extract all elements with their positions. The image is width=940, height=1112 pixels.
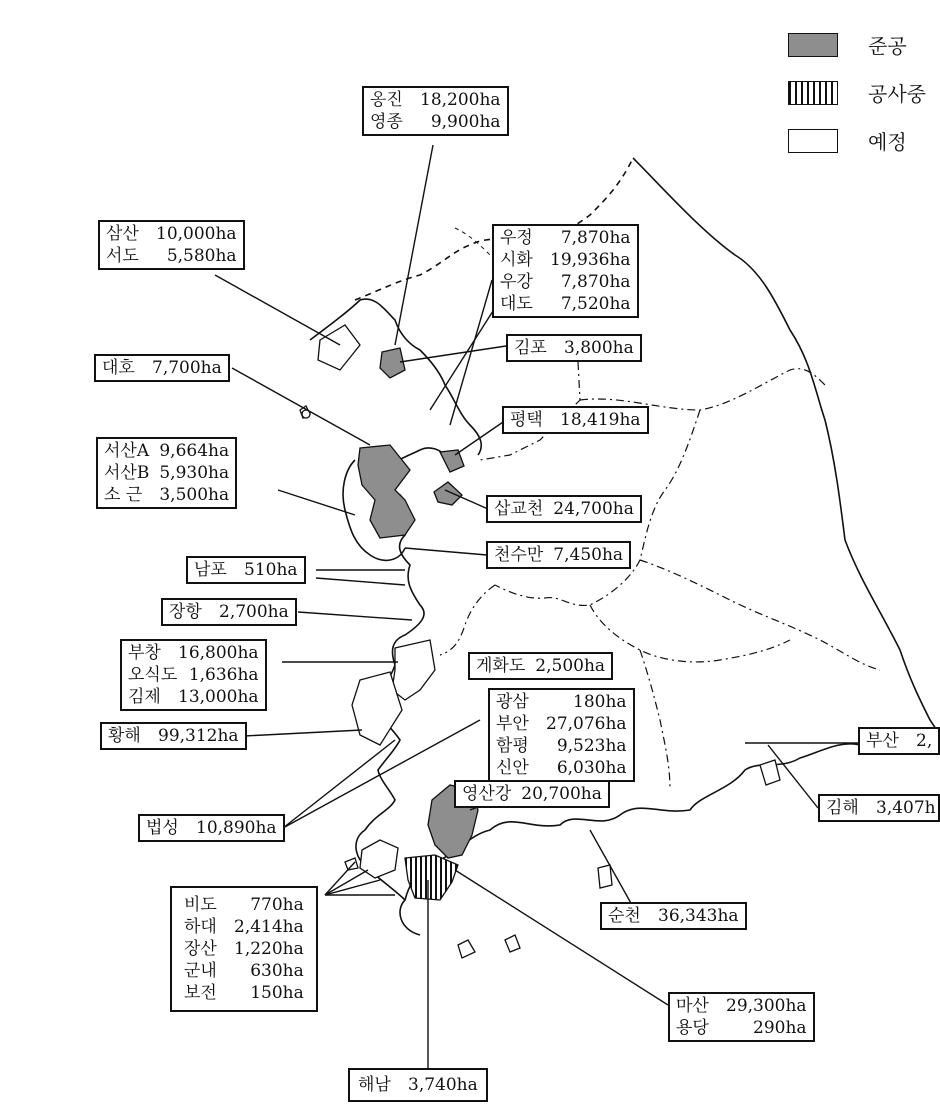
region-name: 용당	[676, 1018, 709, 1038]
region-area: 7,700ha	[152, 358, 222, 378]
region-area: 7,870ha	[560, 272, 631, 292]
region-name: 남포	[194, 560, 227, 580]
pyeongtaek-area	[440, 450, 464, 472]
region-name: 광삼	[496, 692, 529, 712]
region-area: 3,740ha	[408, 1075, 478, 1095]
label-gimhae	[818, 794, 940, 822]
label-row	[104, 484, 229, 506]
label-row	[866, 730, 932, 752]
region-name: 우강	[500, 272, 533, 292]
region-area: 10,000ha	[156, 224, 237, 244]
region-area: 3,500ha	[159, 485, 230, 505]
label-daeho	[94, 354, 230, 382]
label-haenam	[348, 1068, 488, 1102]
region-name: 영산강	[462, 784, 512, 804]
legend-planned-label: 예정	[868, 130, 907, 154]
label-row	[358, 1074, 478, 1096]
region-area: 13,000ha	[178, 687, 259, 707]
region-area: 36,343ha	[658, 906, 739, 926]
region-area: 6,030ha	[556, 758, 627, 778]
south-island-2	[505, 935, 520, 952]
south-island-1	[458, 940, 475, 958]
label-row	[184, 894, 304, 916]
region-name: 소 근	[104, 485, 143, 505]
region-name: 부안	[496, 714, 529, 734]
region-name: 서산B	[104, 463, 150, 483]
label-row	[169, 601, 289, 623]
label-row	[510, 409, 641, 431]
label-ongjin	[362, 86, 509, 136]
label-row	[184, 982, 304, 1004]
label-gimpo	[506, 334, 642, 362]
legend-completed-label: 준공	[868, 34, 907, 58]
region-name: 순천	[608, 906, 641, 926]
region-name: 하대	[184, 917, 217, 937]
label-row	[106, 245, 237, 267]
label-busan	[858, 727, 940, 755]
region-name: 해남	[358, 1075, 391, 1095]
region-name: 김포	[514, 338, 547, 358]
label-row	[494, 544, 623, 566]
label-masan	[668, 992, 815, 1042]
region-area: 7,450ha	[553, 545, 624, 565]
label-row	[500, 293, 631, 315]
label-row	[108, 725, 239, 747]
region-area: 99,312ha	[158, 726, 239, 746]
region-name: 마산	[676, 996, 709, 1016]
region-area: 9,664ha	[159, 441, 230, 461]
region-name: 오식도	[128, 665, 178, 685]
completed-swatch	[788, 33, 838, 57]
region-area: 1,220ha	[234, 939, 304, 959]
planned-swatch	[788, 129, 838, 153]
region-name: 옹진	[370, 90, 403, 110]
label-row	[476, 655, 605, 677]
region-area: 2,	[916, 731, 933, 751]
region-name: 군내	[184, 961, 217, 981]
label-row	[494, 498, 634, 520]
legend-completed	[788, 30, 907, 59]
region-name: 시화	[500, 250, 533, 270]
region-name: 김제	[128, 687, 161, 707]
region-area: 5,580ha	[166, 246, 237, 266]
region-name: 삽교천	[494, 499, 544, 519]
label-row	[826, 797, 936, 819]
region-area: 2,700ha	[219, 602, 289, 622]
label-row	[608, 905, 739, 927]
label-row	[184, 916, 304, 938]
haenam-construction-area	[405, 855, 458, 900]
region-area: 630ha	[250, 961, 304, 981]
region-area: 5,930ha	[159, 463, 230, 483]
region-area: 770ha	[250, 895, 304, 915]
label-yeongsangang	[454, 780, 610, 808]
label-row	[514, 337, 634, 359]
region-area: 510ha	[244, 560, 298, 580]
label-row	[500, 271, 631, 293]
region-name: 함평	[496, 736, 529, 756]
region-area: 290ha	[753, 1018, 807, 1038]
label-pyeongtaek	[502, 406, 649, 434]
region-name: 부창	[128, 643, 161, 663]
region-name: 장산	[184, 939, 217, 959]
region-area: 2,500ha	[535, 656, 606, 676]
region-area: 27,076ha	[546, 714, 627, 734]
south-island-3	[598, 865, 612, 888]
label-row	[370, 111, 501, 133]
label-row	[146, 817, 277, 839]
label-gyehwado	[468, 652, 613, 680]
label-seosan	[96, 437, 237, 509]
region-name: 법성	[146, 818, 179, 838]
region-name: 김해	[826, 798, 859, 818]
region-name: 삼산	[106, 224, 139, 244]
region-area: 10,890ha	[196, 818, 277, 838]
region-area: 16,800ha	[178, 643, 259, 663]
label-nampo	[186, 556, 306, 584]
label-row	[194, 559, 298, 581]
label-row	[496, 713, 627, 735]
label-woojeong	[492, 224, 639, 318]
under-construction-swatch	[788, 81, 838, 105]
region-name: 서도	[106, 246, 139, 266]
label-row	[370, 89, 501, 111]
region-name: 서산A	[104, 441, 150, 461]
label-row	[102, 357, 222, 379]
region-area: 3,407h	[876, 798, 936, 818]
region-name: 신안	[496, 758, 529, 778]
label-janghang	[161, 598, 297, 626]
label-beopseong	[138, 814, 285, 842]
region-name: 평택	[510, 410, 543, 430]
region-area: 9,900ha	[430, 112, 501, 132]
label-row	[128, 686, 259, 708]
region-area: 7,520ha	[560, 294, 631, 314]
region-area: 3,800ha	[564, 338, 634, 358]
region-area: 18,200ha	[420, 90, 501, 110]
region-name: 천수만	[494, 545, 544, 565]
region-name: 우정	[500, 228, 533, 248]
label-row	[184, 960, 304, 982]
label-bido	[170, 886, 318, 1012]
region-name: 황해	[108, 726, 141, 746]
region-name: 영종	[370, 112, 403, 132]
region-area: 29,300ha	[726, 996, 807, 1016]
legend-under-construction	[788, 78, 926, 107]
region-area: 24,700ha	[553, 499, 634, 519]
region-area: 19,936ha	[550, 250, 631, 270]
label-sapgyocheon	[486, 495, 642, 523]
label-buchang	[120, 639, 267, 711]
region-area: 2,414ha	[234, 917, 304, 937]
label-row	[496, 735, 627, 757]
sapgyocheon-area	[434, 482, 462, 505]
label-hwanghae	[100, 722, 247, 750]
label-row	[184, 938, 304, 960]
region-area: 7,870ha	[560, 228, 631, 248]
label-samsan	[98, 220, 245, 270]
label-row	[462, 783, 602, 805]
gimpo-area	[380, 348, 405, 378]
label-row	[104, 440, 229, 462]
beopseong-island	[360, 840, 398, 878]
region-name: 부산	[866, 731, 899, 751]
buchang-area	[392, 640, 435, 700]
legend-planned	[788, 126, 907, 155]
label-suncheon	[600, 902, 747, 930]
region-area: 9,523ha	[556, 736, 627, 756]
ongjin-island	[318, 325, 360, 370]
region-name: 장항	[169, 602, 202, 622]
region-area: 18,419ha	[560, 410, 641, 430]
label-row	[496, 757, 627, 779]
han-river-boundary	[455, 228, 490, 255]
region-area: 20,700ha	[521, 784, 602, 804]
region-name: 게화도	[476, 656, 526, 676]
label-gwangsam	[488, 688, 635, 782]
label-row	[106, 223, 237, 245]
label-cheonsuman	[486, 541, 631, 569]
label-row	[496, 691, 627, 713]
daeho-marker	[302, 410, 310, 418]
label-row	[676, 1017, 807, 1039]
region-area: 180ha	[573, 692, 627, 712]
region-area: 150ha	[250, 983, 304, 1003]
seosan-area	[358, 445, 415, 538]
region-area: 1,636ha	[188, 665, 259, 685]
west-island-1	[345, 858, 358, 870]
label-row	[128, 664, 259, 686]
label-row	[104, 462, 229, 484]
label-row	[500, 227, 631, 249]
label-row	[128, 642, 259, 664]
region-name: 대도	[500, 294, 533, 314]
label-row	[676, 995, 807, 1017]
legend-under-construction-label: 공사중	[868, 82, 926, 106]
label-row	[500, 249, 631, 271]
region-name: 보전	[184, 983, 217, 1003]
region-name: 대호	[102, 358, 135, 378]
region-name: 비도	[184, 895, 217, 915]
